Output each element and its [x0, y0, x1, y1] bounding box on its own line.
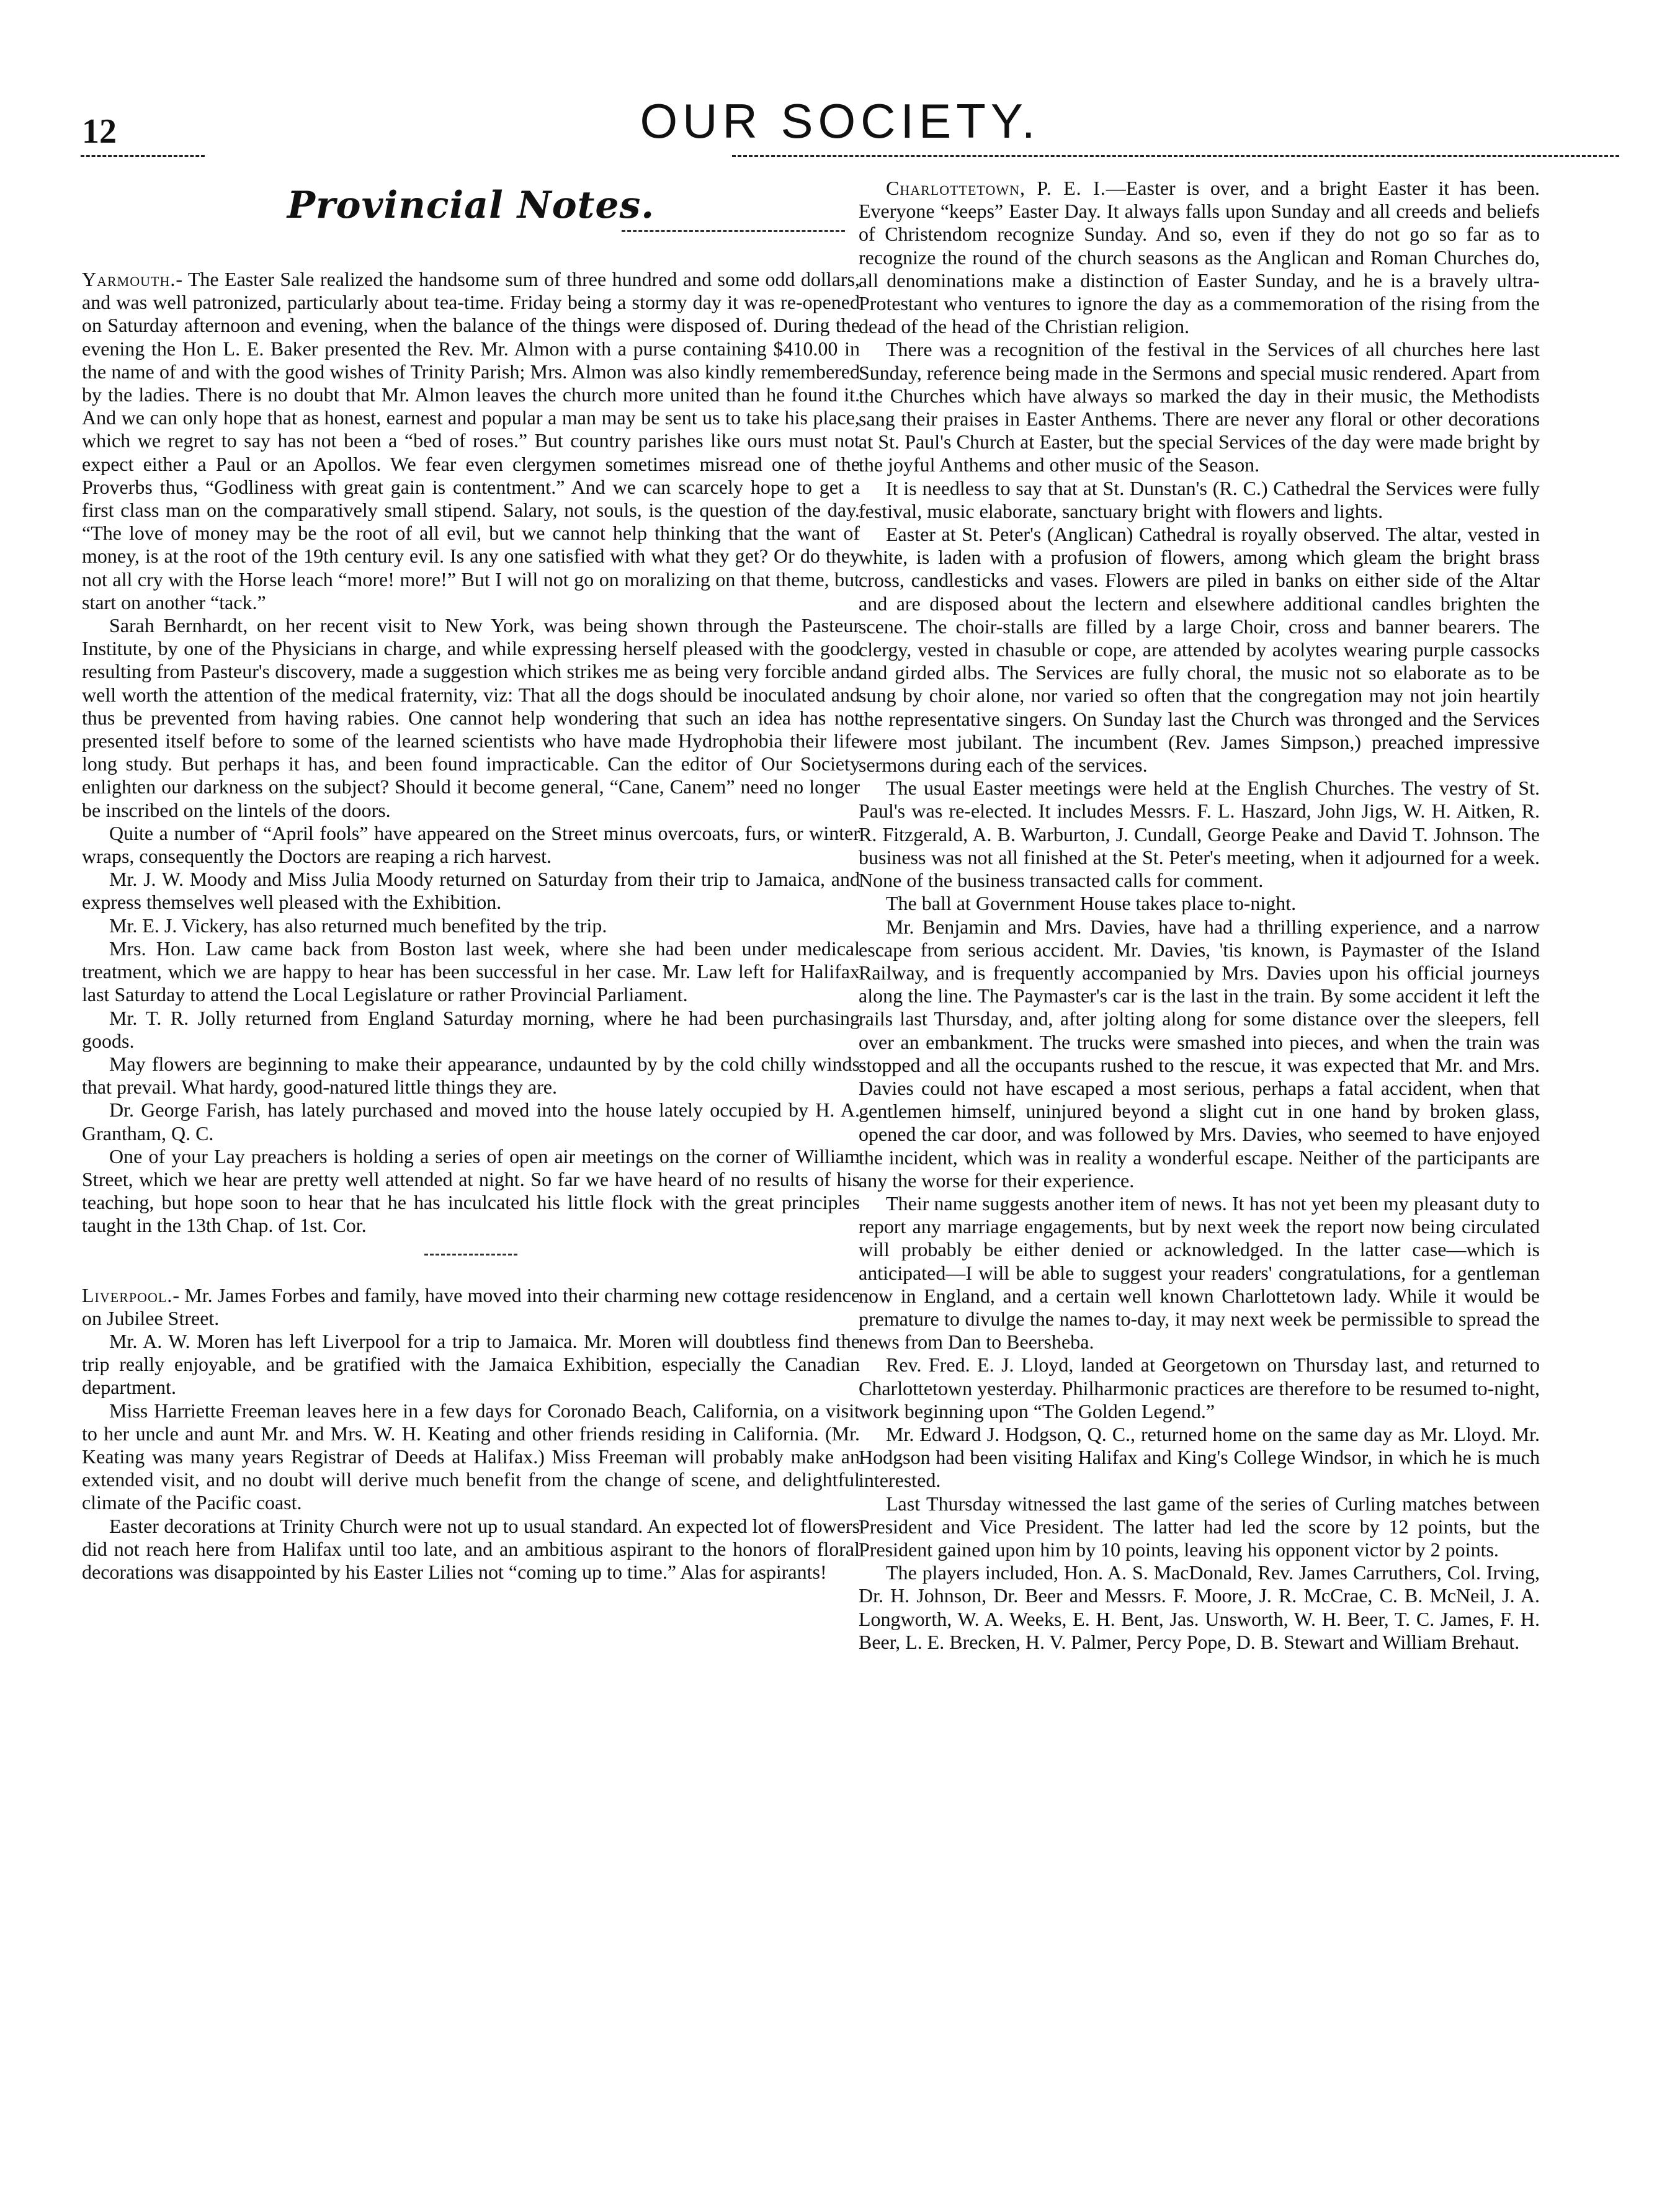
article-paragraph: The players included, Hon. A. S. MacDonald, Rev. James Carruthers, Col. Irving, Dr. H. Johnson, Dr. Beer and Messrs. F. Moore, J. R. McCrae, C. B. McNeil, J. A. Longworth, W. A. Weeks, E. H. Bent, Jas. Unsworth, W. H. Beer, T. C. James, F. H. Beer, L. E. Brecken, H. V. Palmer, Percy Pope, D. B. Stewart and William Brehaut. [859, 1561, 1540, 1653]
article-paragraph: Yarmouth.- The Easter Sale realized the handsome sum of three hundred and some odd dollars, and was well patronized, particularly about tea-time. Friday being a stormy day it was re-opened on Saturday afternoon and evening, when the balance of the things were disposed of. During the evening the Hon L. E. Baker presented the Rev. Mr. Almon with a purse containing $410.00 in the name of and with the good wishes of Trinity Parish; Mrs. Almon was also kindly remembered by the ladies. There is no doubt that Mr. Almon leaves the church more united than he found it. And we can only hope that as honest, earnest and popular a man may be sent us to take his place, which we regret to say has not been a “bed of roses.” But country parishes like ours must not expect either a Paul or an Apollos. We fear even clergymen sometimes misread one of the Proverbs thus, “Godliness with great gain is contentment.” And we can scarcely hope to get a first class man on the comparatively small stipend. Salary, not souls, is the question of the day. “The love of money may be the root of all evil, but we cannot help thinking that the want of money, is at the root of the 19th century evil. Is any one satisfied with what they get? Or do they not all cry with the Horse leach “more! more!” But I will not go on moralizing on that theme, but start on another “tack.” [82, 268, 860, 613]
article-paragraph: There was a recognition of the festival in the Services of all churches here last Sunday, reference being made in the Sermons and special music rendered. Apart from the Churches which have always so marked the day in their music, the Methodists sang their praises in Easter Anthems. There are never any floral or other decorations at St. Paul's Church at Easter, but the special Services of the day were made bright by the joyful Anthems and other music of the Season. [859, 338, 1540, 476]
article-paragraph: Last Thursday witnessed the last game of the series of Curling matches between President and Vice President. The latter had led the score by 12 points, but the President gained upon him by 10 points, leaving his opponent victor by 2 points. [859, 1492, 1540, 1561]
article-paragraph: Miss Harriette Freeman leaves here in a few days for Coronado Beach, California, on a visit to her uncle and aunt Mr. and Mrs. W. H. Keating and other friends residing in California. (Mr. Keating was many years Registrar of Deeds at Halifax.) Miss Freeman will probably make an extended visit, and no doubt will derive much benefit from the change of scene, and delightful climate of the Pacific coast. [82, 1399, 860, 1514]
title-rule [622, 230, 845, 232]
article-paragraph: The usual Easter meetings were held at the English Churches. The vestry of St. Paul's was re-elected. It includes Messrs. F. L. Haszard, John Jigs, W. H. Aitken, R. R. Fitzgerald, A. B. Warburton, J. Cundall, George Peake and David T. Johnson. The business was not all finished at the St. Peter's meeting, when it adjourned for a week. None of the business transacted calls for comment. [859, 777, 1540, 892]
article-paragraph: Mrs. Hon. Law came back from Boston last week, where she had been under medical treatment, which we are happy to hear has been successful in her case. Mr. Law left for Halifax last Saturday to attend the Local Legislature or rather Provincial Parliament. [82, 937, 860, 1006]
article-paragraph: Liverpool.- Mr. James Forbes and family, have moved into their charming new cottage residence on Jubilee Street. [82, 1283, 860, 1329]
section-separator [424, 1254, 517, 1256]
article-paragraph: Mr. T. R. Jolly returned from England Saturday morning, where he had been purchasing goods. [82, 1006, 860, 1052]
article-paragraph: Dr. George Farish, has lately purchased and moved into the house lately occupied by H. A. Grantham, Q. C. [82, 1099, 860, 1144]
place-name: Charlottetown, P. E. I. [886, 177, 1106, 199]
article-paragraph: One of your Lay preachers is holding a series of open air meetings on the corner of William Street, which we hear are pretty well attended at night. So far we have heard of no results of his teaching, but hope soon to hear that he has inculcated his little flock with the great principles taught in the 13th Chap. of 1st. Cor. [82, 1144, 860, 1237]
article-paragraph: Mr. A. W. Moren has left Liverpool for a trip to Jamaica. Mr. Moren will doubtless find the trip really enjoyable, and be gratified with the Jamaica Exhibition, especially the Canadian department. [82, 1329, 860, 1399]
page-number: 12 [82, 112, 117, 151]
article-paragraph: Charlottetown, P. E. I.—Easter is over, and a bright Easter it has been. Everyone “keeps” Easter Day. It always falls upon Sunday and all creeds and beliefs of Christendom recognize Sunday. And so, even if they do not go so far as to recognize the round of the church seasons as the Anglican and Roman Churches do, all denominations make a distinction of Easter Sunday, and he is a bravely ultra-Protestant who ventures to ignore the day as a commemoration of the rising from the dead of the head of the Christian religion. [859, 177, 1540, 338]
place-name: Yarmouth. [82, 268, 176, 290]
article-paragraph: Mr. J. W. Moody and Miss Julia Moody returned on Saturday from their trip to Jamaica, and express themselves well pleased with the Exhibition. [82, 868, 860, 914]
article-paragraph: It is needless to say that at St. Dunstan's (R. C.) Cathedral the Services were fully festival, music elaborate, sanctuary bright with flowers and lights. [859, 476, 1540, 522]
article-paragraph: Easter at St. Peter's (Anglican) Cathedral is royally observed. The altar, vested in white, is laden with a profusion of flowers, among which gleam the bright brass cross, candlesticks and vases. Flowers are piled in banks on either side of the Altar and are disposed about the lectern and elsewhere additional candles brighten the scene. The choir-stalls are filled by a large Choir, cross and banner bearers. The clergy, vested in chasuble or cope, are attended by acolytes wearing purple cassocks and girded albs. The Services are fully choral, the music not so elaborate as to be sung by choir alone, nor varied so often that the congregation may not join heartily the representative singers. On Sunday last the Church was thronged and the Services were most jubilant. The incumbent (Rev. James Simpson,) preached impressive sermons during each of the services. [859, 523, 1540, 777]
article-paragraph: Mr. Benjamin and Mrs. Davies, have had a thrilling experience, and a narrow escape from serious accident. Mr. Davies, 'tis known, is Paymaster of the Island Railway, and is frequently accompanied by Mrs. Davies upon his official journeys along the line. The Paymaster's car is the last in the train. By some accident it left the rails last Thursday, and, after jolting along for some distance over the sleepers, fell over an embankment. The trucks were smashed into pieces, and when the train was stopped and all the occupants rushed to the rescue, it was expected that Mr. and Mrs. Davies could not have escaped a most serious, perhaps a fatal accident, when that gentlemen himself, uninjured beyond a slight cut in one hand by broken glass, opened the car door, and was followed by Mrs. Davies, who seemed to have enjoyed the incident, which was in reality a wonderful escape. Neither of the participants are any the worse for their experience. [859, 915, 1540, 1192]
article-paragraph: The ball at Government House takes place to-night. [886, 892, 1297, 915]
article-paragraph: Sarah Bernhardt, on her recent visit to New York, was being shown through the Pasteur Institute, by one of the Physicians in charge, and while expressing herself pleased with the good resulting from Pasteur's discovery, made a suggestion which strikes me as being very forcible and well worth the attention of the medical fraternity, viz: That all the dogs should be inoculated and thus be prevented from having rabies. One cannot help wondering that such an idea has not presented itself before to some of the learned scientists who have made Hydrophobia their life long study. But perhaps it has, and been found impracticable. Can the editor of Our Society enlighten our darkness on the subject? Should it become general, “Cane, Canem” need no longer be inscribed on the lintels of the doors. [82, 614, 860, 821]
right-column [859, 177, 1540, 2162]
header-rule-right [732, 155, 1619, 157]
header-rule-left [81, 155, 205, 157]
article-paragraph: Rev. Fred. E. J. Lloyd, landed at Georgetown on Thursday last, and returned to Charlottetown yesterday. Philharmonic practices are therefore to be resumed to-night, work beginning upon “The Golden Legend.” [859, 1354, 1540, 1422]
article-paragraph: Mr. Edward J. Hodgson, Q. C., returned home on the same day as Mr. Lloyd. Mr. Hodgson had been visiting Halifax and King's College Windsor, in which he is much interested. [859, 1422, 1540, 1492]
article-paragraph: Easter decorations at Trinity Church were not up to usual standard. An expected lot of flowers did not reach here from Halifax until too late, and an ambitious aspirant to the honors of floral decorations was disappointed by his Easter Lilies not “coming up to time.” Alas for aspirants! [82, 1514, 860, 1583]
article-paragraph: Quite a number of “April fools” have appeared on the Street minus overcoats, furs, or winter wraps, consequently the Doctors are reaping a rich harvest. [82, 821, 860, 868]
article-paragraph: May flowers are beginning to make their appearance, undaunted by by the cold chilly winds that prevail. What hardy, good-natured little things they are. [82, 1052, 860, 1099]
article-paragraph: Their name suggests another item of news. It has not yet been my pleasant duty to report any marriage engagements, but by next week the report now being circulated will probably be either denied or acknowledged. In the latter case—which is anticipated—I will be able to suggest your readers' congratulations, for a gentleman now in England, and a certain well known Charlottetown lady. While it would be premature to divulge the names to-day, it may next week be permissible to spread the news from Dan to Beersheba. [859, 1192, 1540, 1354]
masthead-title: OUR SOCIETY. [640, 94, 1040, 148]
left-column [82, 177, 860, 2162]
place-name: Liverpool. [82, 1283, 173, 1306]
section-title: Provincial Notes. [287, 184, 655, 227]
article-paragraph: Mr. E. J. Vickery, has also returned much benefited by the trip. [109, 914, 607, 937]
